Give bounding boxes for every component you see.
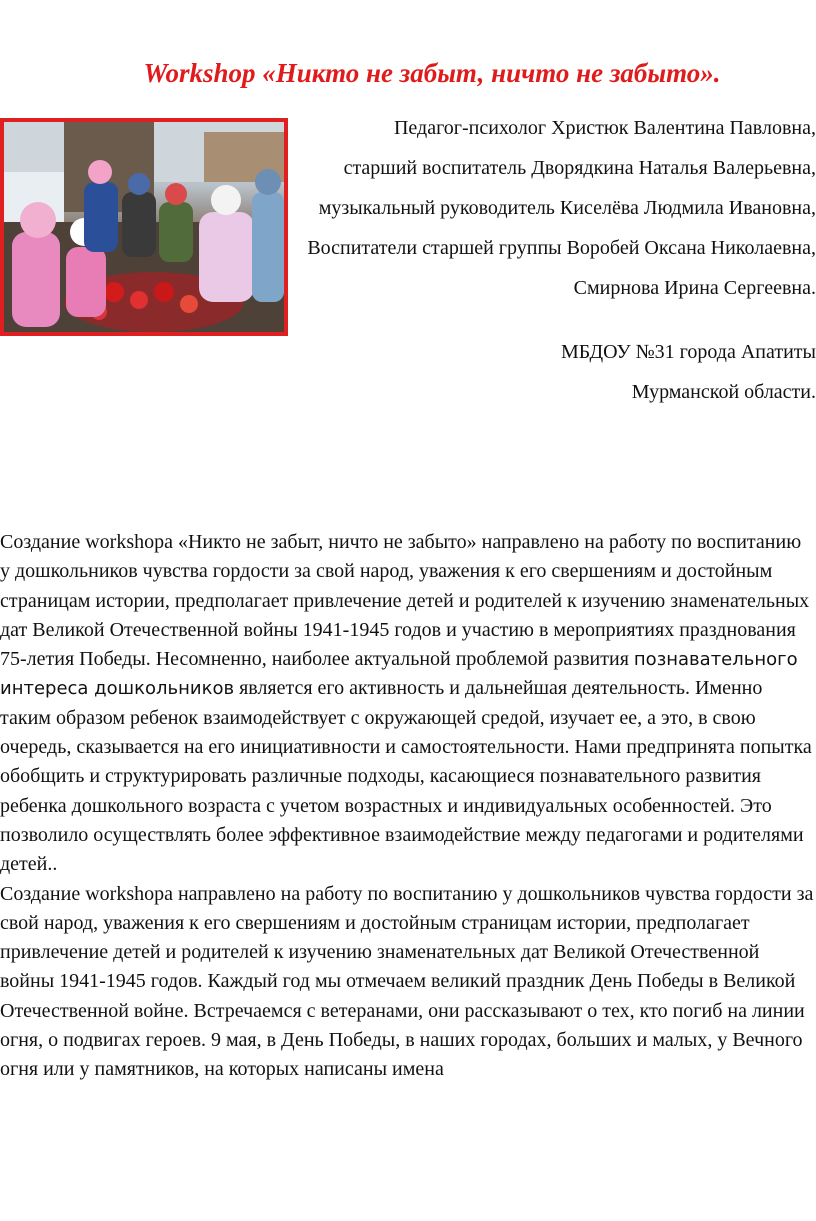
paragraph-1	[0, 528, 816, 880]
paragraph-1-highlight: познавательного интереса дошкольников	[0, 649, 798, 700]
paragraph-1-part-1: Создание workshopa «Никто не забыт, ничто не забыто» направлено на работу по воспитанию у дошкольников чувства гордости за свой народ, уважения к его свершениям и достойным страницам истории, предполагает привлечение детей и родителей к изучению знаменательных дат Великой Отечественной войны 1941-1945 годов и участию в мероприятиях празднования 75-летия Победы. Несомненно, наиболее актуальной проблемой развития	[0, 531, 810, 671]
photo-children-memorial	[0, 118, 288, 336]
author-line: старший воспитатель Дворядкина Наталья Валерьевна,	[343, 157, 816, 179]
author-line: Воспитатели старшей группы Воробей Оксана Николаевна,	[307, 237, 816, 259]
photo-illustration	[4, 122, 284, 332]
page-title: Workshop «Никто не забыт, ничто не забыто».	[143, 58, 721, 88]
paragraph-1-part-2: является его активность и дальнейшая деятельность. Именно таким образом ребенок взаимодействует с окружающей средой, изучает ее, а это, в свою очередь, сказывается на его инициативности и самостоятельности. Нами предпринята попытка обобщить и структурировать различные подходы, касающиеся познавательного развития ребенка дошкольного возраста с учетом возрастных и индивидуальных особенностей. Это позволило осуществлять более эффективное взаимодействие между педагогами и родителями детей..	[0, 677, 812, 876]
author-line: Смирнова Ирина Сергеевна.	[573, 277, 816, 299]
organization-line: МБДОУ №31 города Апатиты	[560, 341, 816, 363]
organization-region: Мурманской области.	[631, 381, 816, 403]
author-line: Педагог-психолог Христюк Валентина Павловна,	[393, 117, 816, 139]
article-body	[0, 528, 816, 1085]
authors-block	[286, 116, 816, 420]
author-line: музыкальный руководитель Киселёва Людмила Ивановна,	[318, 197, 816, 219]
paragraph-2: Создание workshopa направлено на работу по воспитанию у дошкольников чувства гордости за свой народ, уважения к его свершениям и достойным страницам истории, предполагает привлечение детей и родителей к изучению знаменательных дат Великой Отечественной войны 1941-1945 годов. Каждый год мы отмечаем великий праздник День Победы в Великой Отечественной войне. Встречаемся с ветеранами, они рассказывают о тех, кто погиб на линии огня, о подвигах героев. 9 мая, в День Победы, в наших городах, больших и малых, у Вечного огня или у памятников, на которых написаны имена	[0, 882, 814, 1081]
